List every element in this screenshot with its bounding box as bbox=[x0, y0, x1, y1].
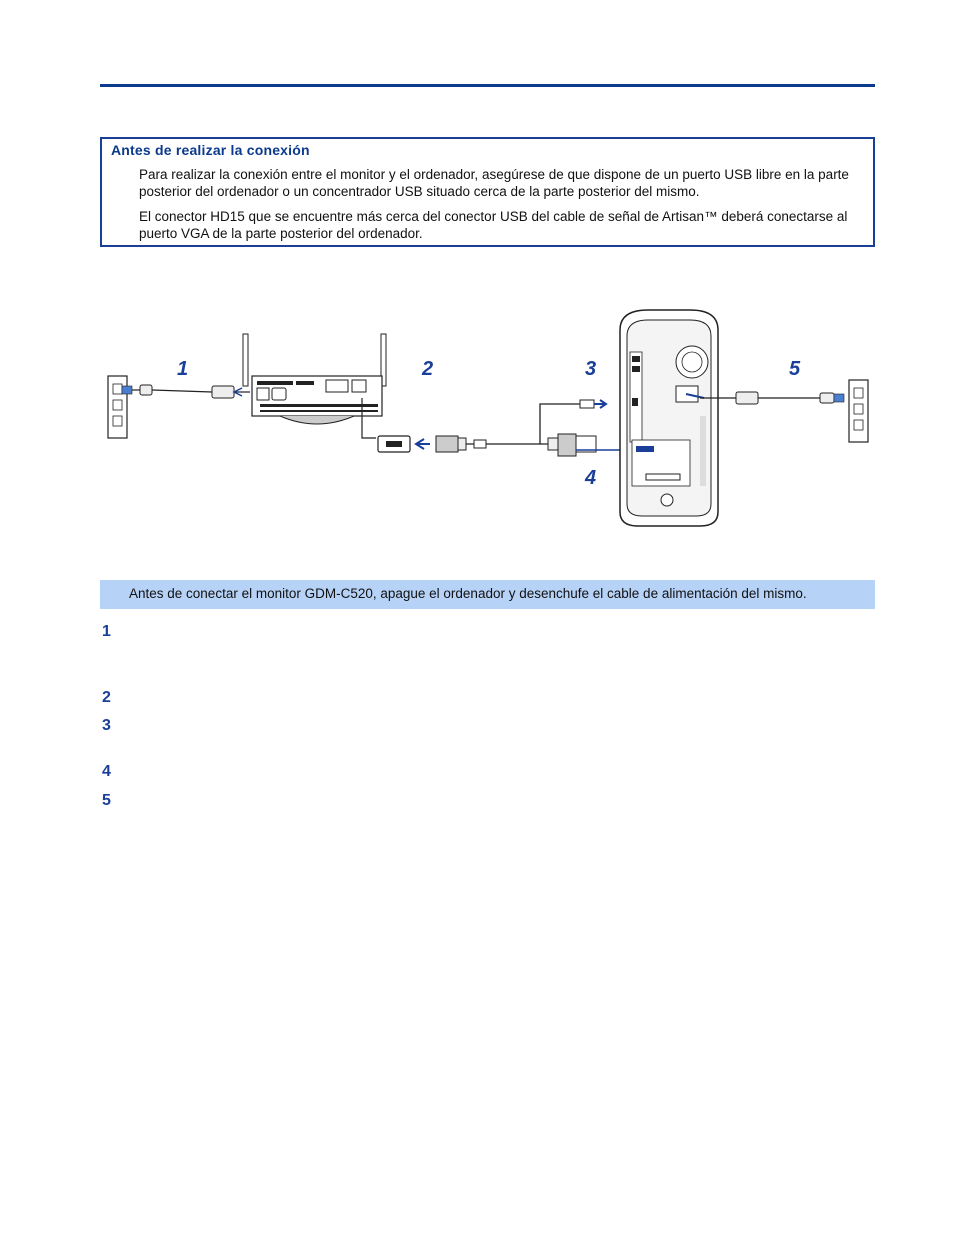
note-paragraph-2: El conector HD15 que se encuentre más cerca del conector USB del cable de señal de Artisan™ deberá conectarse al puerto VGA de la parte posterior del ordenador. bbox=[139, 209, 848, 241]
usb-plug-icon bbox=[378, 436, 410, 452]
diagram-label-4: 4 bbox=[585, 467, 597, 489]
top-rule bbox=[100, 84, 875, 87]
note-title: Antes de realizar la conexión bbox=[111, 142, 310, 158]
computer-tower-icon bbox=[620, 310, 718, 526]
wall-outlet-left-icon bbox=[108, 376, 127, 438]
step-number-1: 1 bbox=[102, 623, 111, 640]
step-number-4: 4 bbox=[102, 763, 111, 780]
note-paragraph-1: Para realizar la conexión entre el monitor y el ordenador, asegúrese de que dispone de un puerto USB libre en la parte posterior del ordenador o un concentrador USB situado cerca de la parte posterior del mismo. bbox=[139, 167, 849, 199]
wall-outlet-right-icon bbox=[849, 380, 868, 442]
diagram-label-3: 3 bbox=[585, 358, 597, 380]
note-box bbox=[100, 137, 875, 247]
monitor-rear-icon bbox=[243, 334, 386, 438]
diagram-label-5: 5 bbox=[789, 358, 801, 380]
step-number-2: 2 bbox=[102, 689, 111, 706]
step-number-5: 5 bbox=[102, 792, 111, 809]
warning-bar bbox=[100, 580, 875, 609]
diagram-label-1: 1 bbox=[177, 358, 189, 380]
signal-cable bbox=[416, 400, 626, 456]
power-cable-left bbox=[122, 385, 250, 398]
warning-text: Antes de conectar el monitor GDM-C520, apague el ordenador y desenchufe el cable de alimentación del mismo. bbox=[129, 586, 807, 601]
connection-diagram bbox=[100, 300, 880, 540]
step-number-3: 3 bbox=[102, 717, 111, 734]
diagram-label-2: 2 bbox=[422, 358, 434, 380]
